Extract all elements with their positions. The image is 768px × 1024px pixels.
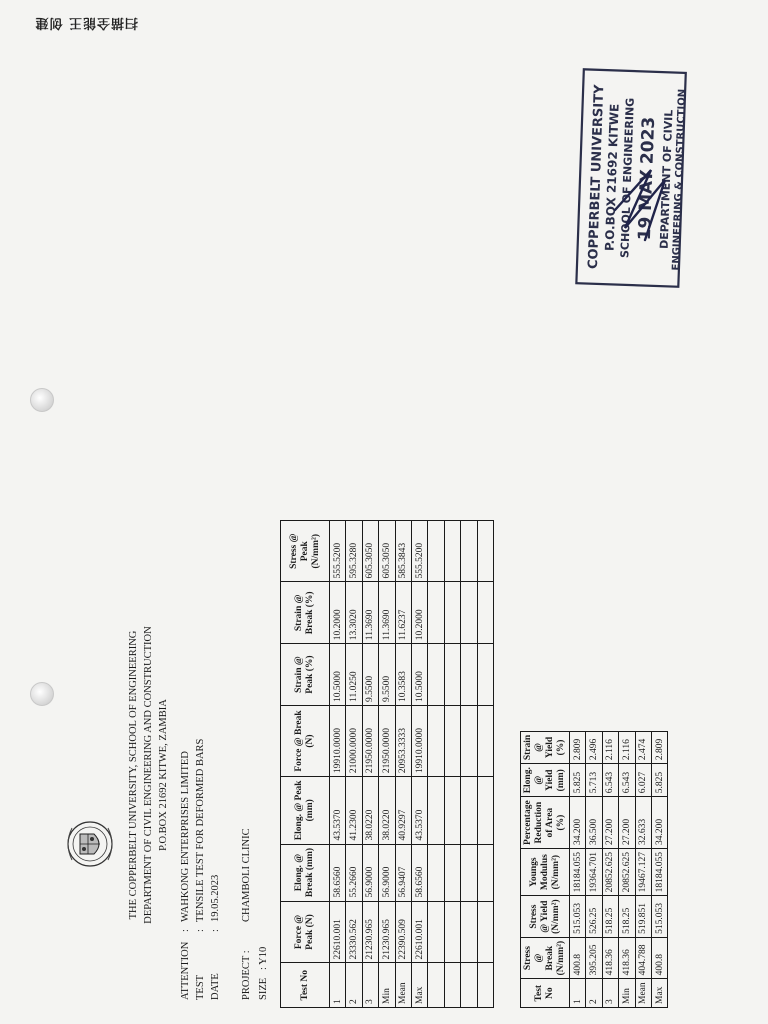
table-cell: 22610.001: [330, 901, 346, 963]
table-cell: 21230.965: [379, 901, 395, 963]
table-cell: 404.788: [635, 937, 651, 979]
stamp-date: 19 MAY 2023: [634, 116, 660, 241]
column-header: Force @ Break (N): [281, 705, 330, 776]
table-row: [362, 521, 378, 1008]
size-value: : Y10: [258, 946, 269, 970]
results-table-1: [280, 520, 494, 1008]
table-cell: 10.5000: [411, 644, 427, 706]
table-cell: 19910.0000: [330, 705, 346, 776]
table-cell: 2.116: [619, 731, 635, 763]
table-cell: 2: [586, 979, 602, 1008]
table-cell: 400.8: [570, 937, 586, 979]
document-meta: [178, 670, 223, 1000]
table-cell: 56.9000: [362, 844, 378, 901]
table-row: [570, 731, 586, 1007]
table-cell: 38.0220: [379, 777, 395, 844]
letterhead-line: P.O.BOX 21692 KITWE, ZAMBIA: [158, 699, 169, 851]
table-cell: 3: [602, 979, 618, 1008]
table-cell: 518.25: [602, 896, 618, 938]
table-row: [379, 521, 395, 1008]
column-header: Stress @ Yield (N/mm²): [521, 896, 570, 938]
table-cell: 605.3050: [362, 521, 378, 582]
table-cell: 36.500: [586, 797, 602, 849]
table-cell: 21000.0000: [346, 705, 362, 776]
column-header: Force @ Peak (N): [281, 901, 330, 963]
size-row: [255, 670, 272, 1000]
table-cell: 515.053: [651, 896, 667, 938]
table-cell: 11.0250: [346, 644, 362, 706]
table-row: [477, 521, 493, 1008]
table-cell: 11.3690: [379, 582, 395, 644]
table-cell: [477, 777, 493, 844]
table-row: [428, 521, 444, 1008]
table-cell: Mean: [395, 963, 411, 1008]
table-cell: [444, 705, 460, 776]
table-cell: 2.496: [586, 731, 602, 763]
table-cell: 1: [330, 963, 346, 1008]
table-cell: 605.3050: [379, 521, 395, 582]
table-cell: [428, 705, 444, 776]
table-cell: 6.543: [602, 764, 618, 797]
table-cell: 20852.625: [602, 848, 618, 895]
table-cell: [428, 582, 444, 644]
table-cell: 56.9000: [379, 844, 395, 901]
table-cell: 555.5200: [411, 521, 427, 582]
table-row: [444, 521, 460, 1008]
table-cell: 10.5000: [330, 644, 346, 706]
table-cell: [477, 901, 493, 963]
table-cell: 34.200: [651, 797, 667, 849]
table-cell: 18184.055: [651, 848, 667, 895]
table-cell: [461, 844, 477, 901]
table-cell: 6.027: [635, 764, 651, 797]
table-cell: [444, 963, 460, 1008]
table-cell: 6.543: [619, 764, 635, 797]
table-cell: [444, 644, 460, 706]
table-cell: 21950.0000: [362, 705, 378, 776]
size-label: SIZE: [258, 977, 269, 1000]
table-cell: 10.2000: [411, 582, 427, 644]
column-header: Strain @ Yield (%): [521, 731, 570, 763]
punch-hole-bottom: [30, 682, 54, 706]
table-cell: 27.200: [619, 797, 635, 849]
table-cell: 40.9297: [395, 777, 411, 844]
table-cell: 27.200: [602, 797, 618, 849]
table-cell: [461, 901, 477, 963]
table-cell: 20852.625: [619, 848, 635, 895]
table-cell: 5.825: [570, 764, 586, 797]
table-cell: 555.5200: [330, 521, 346, 582]
column-header: Test No: [521, 979, 570, 1008]
meta-value: TENSILE TEST FOR DEFORMED BARS: [195, 738, 206, 922]
table-cell: 395.205: [586, 937, 602, 979]
table-cell: 43.5370: [330, 777, 346, 844]
column-header: Strain @ Break (%): [281, 582, 330, 644]
table-row: [395, 521, 411, 1008]
table-cell: 18184.055: [570, 848, 586, 895]
stamp-line-1: COPPERBELT UNIVERSITY: [585, 84, 608, 270]
stamp-line-4: DEPARTMENT OF CIVIL: [657, 109, 676, 250]
table-cell: 518.25: [619, 896, 635, 938]
stamp-line-5: ENGINEERING & CONSTRUCTION: [670, 88, 689, 271]
table-cell: Max: [411, 963, 427, 1008]
table-cell: [444, 901, 460, 963]
table-cell: [428, 777, 444, 844]
table-cell: [461, 582, 477, 644]
table-cell: Min: [619, 979, 635, 1008]
letterhead: [126, 610, 171, 940]
project-row: [238, 670, 255, 1000]
letterhead-line: THE COPPERBELT UNIVERSITY, SCHOOL OF ENGINEERING: [128, 630, 139, 920]
table-cell: 56.9407: [395, 844, 411, 901]
table-cell: 19910.0000: [411, 705, 427, 776]
meta-date: DATE : 19.05.2023: [208, 670, 223, 1000]
project-info: [238, 670, 272, 1000]
table-cell: Max: [651, 979, 667, 1008]
table-row: [586, 731, 602, 1007]
table-cell: 21950.0000: [379, 705, 395, 776]
table-cell: 55.2660: [346, 844, 362, 901]
university-logo: [60, 816, 120, 872]
table-cell: [461, 777, 477, 844]
table-row: [461, 521, 477, 1008]
table-cell: 595.3280: [346, 521, 362, 582]
table-cell: 2.116: [602, 731, 618, 763]
table-cell: 519.851: [635, 896, 651, 938]
table-row: [346, 521, 362, 1008]
table-cell: 20953.3333: [395, 705, 411, 776]
letterhead-line: DEPARTMENT OF CIVIL ENGINEERING AND CONSTRUCTION: [143, 626, 154, 924]
column-header: Youngs Modulus (N/mm²): [521, 848, 570, 895]
column-header: Percentage Reduction of Area (%): [521, 797, 570, 849]
meta-key: DATE: [210, 973, 221, 1000]
column-header: Stress @ Break (N/mm²): [521, 937, 570, 979]
table-cell: [461, 521, 477, 582]
column-header: Strain @ Peak (%): [281, 644, 330, 706]
table-cell: 11.3690: [362, 582, 378, 644]
table-header-row: [521, 731, 570, 1007]
table-cell: 13.3020: [346, 582, 362, 644]
table-cell: 38.0220: [362, 777, 378, 844]
table-cell: 515.053: [570, 896, 586, 938]
table-cell: Min: [379, 963, 395, 1008]
table-row: [635, 731, 651, 1007]
table-cell: 400.8: [651, 937, 667, 979]
table-cell: [444, 521, 460, 582]
table-cell: [477, 582, 493, 644]
table-cell: 2.474: [635, 731, 651, 763]
table-cell: [461, 963, 477, 1008]
meta-value: 19.05.2023: [210, 874, 221, 922]
table-cell: 58.6560: [330, 844, 346, 901]
table-cell: [461, 705, 477, 776]
table-cell: [428, 901, 444, 963]
table-cell: 9.5500: [379, 644, 395, 706]
table-header-row: [281, 521, 330, 1008]
table-cell: 41.2300: [346, 777, 362, 844]
table-cell: 3: [362, 963, 378, 1008]
column-header: Elong. @ Peak (mm): [281, 777, 330, 844]
column-header: Stress @ Peak (N/mm²): [281, 521, 330, 582]
table-cell: 10.2000: [330, 582, 346, 644]
scanner-watermark: 扫描全能王 创建: [34, 15, 138, 30]
meta-value: WAHKONG ENTERPRISES LIMITED: [180, 751, 191, 922]
column-header: Elong. @ Yield (mm): [521, 764, 570, 797]
table-cell: 9.5500: [362, 644, 378, 706]
table-cell: 32.633: [635, 797, 651, 849]
table-cell: 418.36: [602, 937, 618, 979]
table-cell: 19467.127: [635, 848, 651, 895]
table-row: [602, 731, 618, 1007]
table-cell: [444, 844, 460, 901]
table-cell: [477, 963, 493, 1008]
table-cell: Mean: [635, 979, 651, 1008]
table-cell: 22390.509: [395, 901, 411, 963]
table-cell: [444, 777, 460, 844]
table-cell: 2: [346, 963, 362, 1008]
table-cell: 58.6560: [411, 844, 427, 901]
table-cell: 23330.562: [346, 901, 362, 963]
table-cell: [428, 963, 444, 1008]
table-cell: 585.3843: [395, 521, 411, 582]
table-cell: 21230.965: [362, 901, 378, 963]
table-row: [651, 731, 667, 1007]
table-cell: [477, 521, 493, 582]
table-row: [411, 521, 427, 1008]
table-cell: 19364.701: [586, 848, 602, 895]
table-cell: 5.825: [651, 764, 667, 797]
table-cell: 2.809: [570, 731, 586, 763]
table-cell: 1: [570, 979, 586, 1008]
table-cell: [444, 582, 460, 644]
table-cell: 526.25: [586, 896, 602, 938]
university-stamp: [555, 60, 705, 300]
table-cell: [428, 521, 444, 582]
table-row: [330, 521, 346, 1008]
stamp-line-3: SCHOOL OF ENGINEERING: [618, 97, 637, 259]
results-table-2: [520, 731, 668, 1008]
table-cell: 34.200: [570, 797, 586, 849]
table-cell: [477, 705, 493, 776]
table-cell: 10.3583: [395, 644, 411, 706]
table-cell: 5.713: [586, 764, 602, 797]
table-cell: 2.809: [651, 731, 667, 763]
punch-hole-top: [30, 388, 54, 412]
meta-key: TEST: [195, 974, 206, 1000]
project-value: CHAMBOLI CLINIC: [241, 828, 252, 922]
stamp-line-2: P.O.BOX 21692 KITWE: [602, 103, 622, 252]
table-cell: [461, 644, 477, 706]
table-cell: 22610.001: [411, 901, 427, 963]
meta-key: ATTENTION: [180, 941, 191, 1000]
table-cell: 418.36: [619, 937, 635, 979]
table-cell: 11.6237: [395, 582, 411, 644]
table-cell: [428, 644, 444, 706]
column-header: Elong. @ Break (mm): [281, 844, 330, 901]
table-cell: 43.5370: [411, 777, 427, 844]
table-cell: [477, 644, 493, 706]
table-cell: [428, 844, 444, 901]
table-cell: [477, 844, 493, 901]
meta-attention: ATTENTION : WAHKONG ENTERPRISES LIMITED: [178, 670, 193, 1000]
project-label: PROJECT :: [241, 950, 252, 1000]
meta-test: TEST : TENSILE TEST FOR DEFORMED BARS: [193, 670, 208, 1000]
column-header: Test No: [281, 963, 330, 1008]
table-row: [619, 731, 635, 1007]
